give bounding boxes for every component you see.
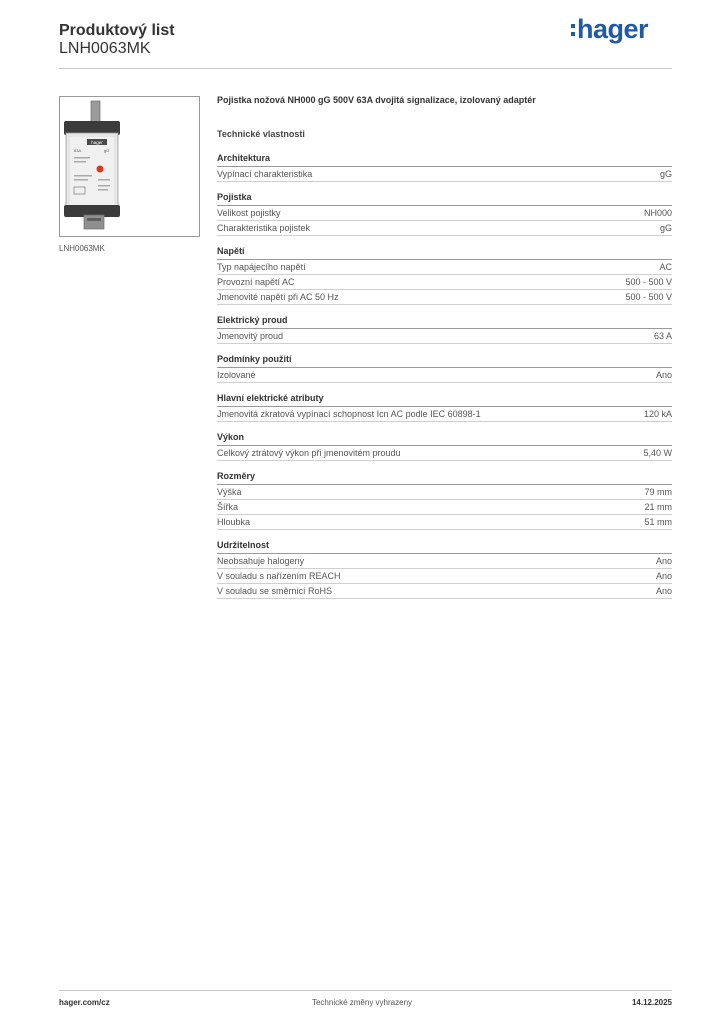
spec-row [217, 569, 672, 584]
spec-row [217, 407, 672, 422]
spec-group [217, 432, 672, 461]
spec-group [217, 540, 672, 599]
spec-group-title: Elektrický proud [217, 315, 672, 329]
spec-label: Provozní napětí AC [217, 277, 295, 287]
logo-text: hager [577, 14, 649, 44]
spec-value: gG [659, 223, 672, 233]
spec-label: Vypínací charakteristika [217, 169, 313, 179]
spec-value: Ano [655, 556, 672, 566]
page-title: Produktový list [59, 22, 175, 39]
spec-row [217, 260, 672, 275]
footer-disclaimer: Technické změny vyhrazeny [311, 998, 413, 1007]
spec-group-title: Pojistka [217, 192, 672, 206]
spec-groups [217, 153, 672, 599]
spec-label: V souladu se směrnicí RoHS [217, 586, 333, 596]
spec-label: Jmenovitý proud [217, 331, 284, 341]
spec-group-title: Hlavní elektrické atributy [217, 393, 672, 407]
spec-value: AC [659, 262, 672, 272]
spec-group-title: Napětí [217, 246, 672, 260]
spec-label: Neobsahuje halogeny [217, 556, 305, 566]
spec-row [217, 446, 672, 461]
spec-value: 120 kA [643, 409, 672, 419]
spec-row [217, 554, 672, 569]
technical-section-title: Technické vlastnosti [217, 129, 305, 139]
spec-value: Ano [655, 571, 672, 581]
spec-value: NH000 [643, 208, 672, 218]
spec-group [217, 471, 672, 530]
spec-label: Jmenovité napětí při AC 50 Hz [217, 292, 339, 302]
image-brand-label: hager [91, 140, 103, 145]
spec-label: Celkový ztrátový výkon při jmenovitém proudu [217, 448, 401, 458]
spec-value: Ano [655, 586, 672, 596]
spec-row [217, 515, 672, 530]
logo-dots-icon [571, 24, 575, 36]
product-image-frame [59, 96, 200, 237]
spec-label: Hloubka [217, 517, 251, 527]
spec-value: 500 - 500 V [625, 292, 672, 302]
spec-row [217, 167, 672, 182]
spec-group-title: Rozměry [217, 471, 672, 485]
image-type-label: gG [104, 148, 110, 153]
spec-row [217, 290, 672, 305]
spec-group-title: Výkon [217, 432, 672, 446]
spec-row [217, 206, 672, 221]
spec-label: Izolované [217, 370, 256, 380]
spec-row [217, 329, 672, 344]
spec-label: Typ napájecího napětí [217, 262, 306, 272]
spec-label: Velikost pojistky [217, 208, 281, 218]
fuse-product-image [60, 97, 199, 236]
spec-group [217, 354, 672, 383]
spec-row [217, 275, 672, 290]
hager-logo [571, 14, 648, 45]
spec-group [217, 192, 672, 236]
spec-label: Charakteristika pojistek [217, 223, 311, 233]
spec-label: V souladu s nařízením REACH [217, 571, 341, 581]
spec-group [217, 153, 672, 182]
product-description: Pojistka nožová NH000 gG 500V 63A dvojitá signalizace, izolovaný adaptér [217, 95, 536, 105]
spec-row [217, 221, 672, 236]
product-code: LNH0063MK [59, 40, 151, 57]
spec-group [217, 315, 672, 344]
footer-website-link[interactable]: hager.com/cz [59, 998, 110, 1007]
spec-label: Šířka [217, 502, 239, 512]
spec-row [217, 500, 672, 515]
spec-value: 500 - 500 V [625, 277, 672, 287]
spec-value: Ano [655, 370, 672, 380]
footer-date: 14.12.2025 [631, 998, 672, 1007]
spec-value: 51 mm [644, 517, 672, 527]
spec-label: Jmenovitá zkratová vypínací schopnost Icn AC podle IEC 60898-1 [217, 409, 481, 419]
header-divider [59, 68, 672, 69]
spec-value: gG [659, 169, 672, 179]
spec-group-title: Podmínky použití [217, 354, 672, 368]
spec-group [217, 393, 672, 422]
image-rating-label: 63A [74, 148, 82, 153]
spec-group-title: Architektura [217, 153, 672, 167]
spec-row [217, 584, 672, 599]
spec-group-title: Udržitelnost [217, 540, 672, 554]
spec-row [217, 485, 672, 500]
spec-row [217, 368, 672, 383]
spec-value: 63 A [653, 331, 672, 341]
image-caption: LNH0063MK [59, 244, 105, 253]
spec-label: Výška [217, 487, 242, 497]
footer-divider [59, 990, 672, 991]
spec-content [217, 95, 672, 609]
spec-group [217, 246, 672, 305]
spec-value: 21 mm [644, 502, 672, 512]
spec-value: 79 mm [644, 487, 672, 497]
spec-value: 5,40 W [643, 448, 672, 458]
